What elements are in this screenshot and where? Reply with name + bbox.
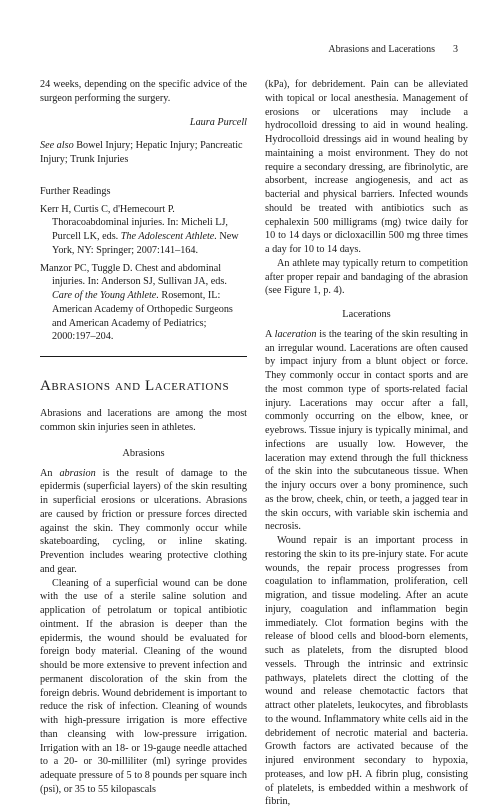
text-run: is the tearing of the skin resulting in an irregular wound. Lacerations are often caused by impact injury from a blunt object or force. They commonly occur in contact sports and are the most common type of sports-related facial injury. Lacerations may occur after a fall, commonly occurring on the elbow, knee, or eyebrows. Tissue injury is typically minimal, and infections are usually low. However, the laceration may extend through the full thickness of the skin into the subcutaneous tissue. When the injury occurs over a bony prominence, such as the brow, cheek, chin, or teeth, a jagged tear in the skin occurs, with variable skin ischemia and necrosis. xyxy=(265,328,468,533)
text-run: is the result of damage to the epidermis (superficial layers) of the skin resulting in superficial erosions or ulcerations. Abrasions are caused by friction or pressure forces directed against the skin. They commonly occur while skateboarding, cycling, or inline skating. Prevention includes wearing protective clothing and gear. xyxy=(40,467,247,575)
reference-item xyxy=(40,262,247,345)
defined-term: laceration xyxy=(274,328,317,340)
article-title: Abrasions and Lacerations xyxy=(40,378,230,395)
abrasions-heading: Abrasions xyxy=(122,447,165,459)
return-to-play-paragraph: An athlete may typically return to competition after proper repair and bandaging of the abrasion (see Figure 1, p. 4). xyxy=(265,257,468,297)
ref-text: New York, NY: Springer; 2007:141–164. xyxy=(52,231,239,256)
author-signature: Laura Purcell xyxy=(189,116,247,128)
ref-text: Manzor PC, Tuggle D. Chest and abdominal injuries. In: Anderson SJ, Sullivan JA, eds. xyxy=(40,262,227,288)
see-also-text: Bowel Injury; Hepatic Injury; Pancreatic Injury; Trunk Injuries xyxy=(40,140,243,165)
continuation-paragraph: 24 weeks, depending on the specific advice of the surgeon performing the surgery. xyxy=(40,79,247,104)
left-column xyxy=(40,78,247,797)
see-also xyxy=(40,139,247,167)
lacerations-paragraph-1 xyxy=(265,328,468,534)
abrasions-paragraph-1 xyxy=(40,467,247,577)
abrasions-paragraph-3: (kPa), for debridement. Pain can be alleviated with topical or local anesthesia. Management of erosions or ulcerations may include a hydrocolloid dressing to aid in wound healing. Hydrocolloid dressings aid in wound healing by maintaining a moist environment. They do not require a secondary dressing, are fibrinolytic, are absorbent, increase angiogenesis, and act as bacterial and physical barriers. Infected wounds should be treated with antibiotics such as cephalexin 500 milligrams (mg) twice daily for 10 to 14 days or dicloxacillin 500 mg three times a day for 10 to 14 days. xyxy=(265,79,468,255)
text-run: A xyxy=(265,328,275,340)
running-head-title: Abrasions and Lacerations xyxy=(328,44,435,55)
abrasions-paragraph-2: Cleaning of a superficial wound can be done with the use of a sterile saline solution and application of petrolatum or topical antibiotic ointment. If the abrasion is deeper than the epidermis, the wound should be evaluated for foreign body material. Cleaning of the wound should be more extensive to prevent infection and permanent discoloration of the skin from the foreign debris. Wound debridement is important to reduce the risk of infection. Cleaning of wounds with high-pressure irrigation is more effective than cleansing with low-pressure irrigation. Irrigation with an 18- or 19-gauge needle attached to a 20- or 30-milliliter (ml) syringe provides adequate pressure of 5 to 8 pounds per square inch (psi), or 35 to 55 kilopascals xyxy=(40,577,247,795)
see-also-lead: See also xyxy=(40,140,74,152)
lacerations-paragraph-2: Wound repair is an important process in restoring the skin to its pre-injury state. For acute wounds, the repair process progresses from coagulation to inflammation, proliferation, cell migration, and tissue modeling. After an acute injury, coagulation and inflammation begin immediately. Clot formation begins with the release of blood cells and blood-born elements, such as platelets, from the disrupted blood vessels. Through the intrinsic and extrinsic pathways, platelets direct the clotting of the wound and release chemotactic factors that attract other platelets, leukocytes, and fibroblasts to the wound. Inflammatory white cells aid in the debridement of necrotic material and bacteria. Growth factors are activated because of the injured environment secondary to hypoxia, proteases, and low pH. A fibrin plug, consisting of platelets, is embedded within a meshwork of fibrin, xyxy=(265,535,468,808)
further-readings-heading: Further Readings xyxy=(40,185,111,197)
lacerations-heading: Lacerations xyxy=(342,309,391,320)
ref-title: The Adolescent Athlete. xyxy=(120,231,217,242)
page-number: 3 xyxy=(453,44,458,55)
text-run: An xyxy=(40,467,60,479)
ref-text: Kerr H, Curtis C, d'Hemecourt P. Thoracoabdominal injuries. In: Micheli LJ, Purcell LK, eds. xyxy=(40,203,228,242)
article-lead-paragraph: Abrasions and lacerations are among the most common skin injuries seen in athletes. xyxy=(40,408,247,434)
article-divider xyxy=(40,356,247,357)
right-column xyxy=(265,78,468,809)
ref-text: Rosemont, IL: American Academy of Orthopedic Surgeons and American Academy of Pediatrics; 2000:197–204. xyxy=(52,290,233,343)
running-head xyxy=(328,44,458,55)
reference-item xyxy=(40,203,247,258)
defined-term: abrasion xyxy=(59,467,96,479)
ref-title: Care of the Young Athlete. xyxy=(52,290,159,301)
